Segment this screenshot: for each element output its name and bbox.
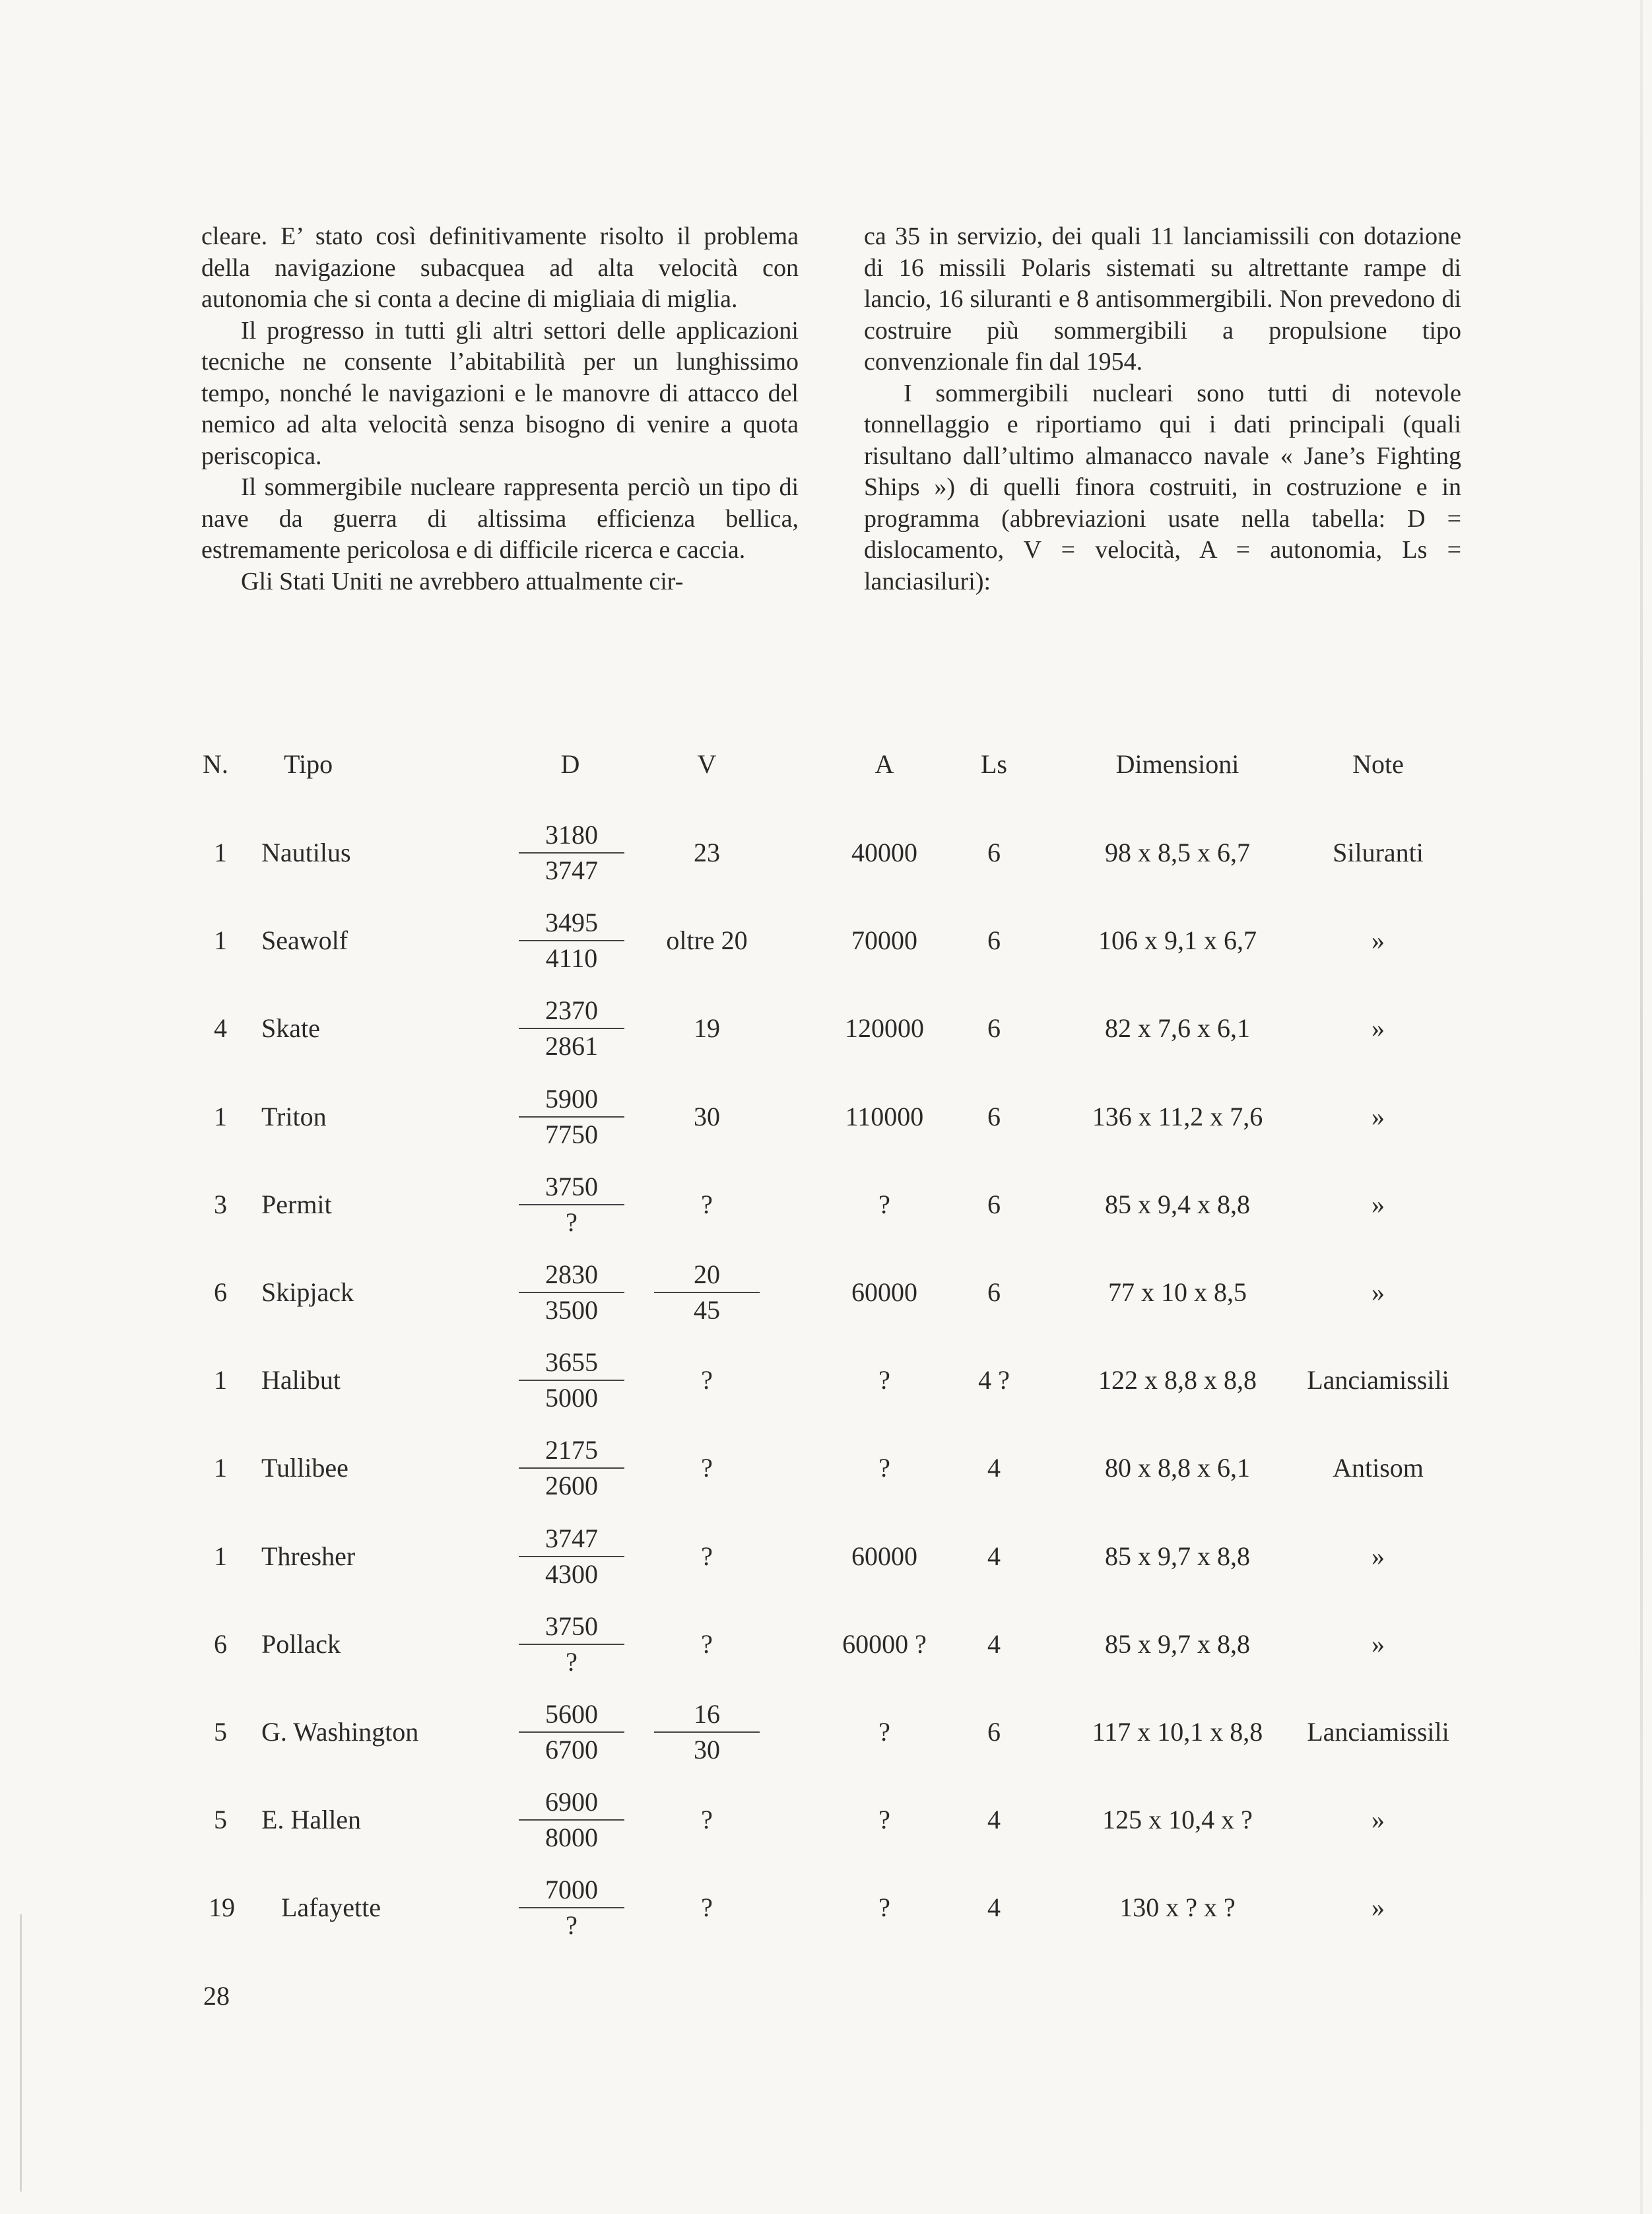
row-autonomy: ?	[878, 1893, 890, 1923]
row-count: 3	[214, 1189, 227, 1219]
row-displacement-numerator: 7000	[545, 1875, 598, 1905]
row-speed: ?	[701, 1365, 713, 1395]
row-note: »	[1371, 1189, 1385, 1219]
left-column-paragraph: Gli Stati Uniti ne avrebbero attualmente cir-	[241, 567, 684, 595]
row-displacement-numerator: 3747	[545, 1523, 598, 1553]
right-text-column	[864, 221, 1461, 597]
row-autonomy: ?	[878, 1453, 890, 1483]
row-tipo: Lafayette	[281, 1893, 381, 1923]
row-speed-denominator: 45	[694, 1295, 720, 1325]
row-displacement	[519, 995, 624, 1062]
right-column-paragraph: I sommergibili nucleari sono tutti di notevole tonnellaggio e riportiamo qui i dati principali (quali risultano dall’ultimo almanacco navale « Jane’s Fighting Ships ») di quelli finora costruiti, in costruzione e in programma (abbreviazioni usate nella tabella: D = dislocamento, V = velocità, A = autonomia, Ls = lanciasiluri):	[864, 379, 1461, 595]
right-column-paragraph: ca 35 in servizio, dei quali 11 lanciamissili con dotazione di 16 missili Polaris sistemati su altrettante rampe di lancio, 16 siluranti e 8 antisommergibili. Non prevedono di costruire più sommergibili a propulsione tipo convenzionale fin dal 1954.	[864, 222, 1461, 376]
row-note: »	[1371, 1628, 1385, 1659]
row-note: »	[1371, 1101, 1385, 1131]
row-speed: 19	[694, 1013, 720, 1044]
row-speed: oltre 20	[666, 925, 748, 956]
header-ls: Ls	[981, 749, 1007, 779]
row-speed-denominator: 30	[694, 1735, 720, 1764]
header-note: Note	[1352, 749, 1404, 779]
row-tipo: Tullibee	[261, 1453, 348, 1483]
row-torpedo-tubes: 4	[987, 1453, 1001, 1483]
header-a: A	[875, 749, 894, 779]
row-dimensions: 98 x 8,5 x 6,7	[1105, 838, 1250, 867]
row-speed: ?	[701, 1893, 713, 1923]
row-dimensions: 106 x 9,1 x 6,7	[1098, 925, 1257, 956]
row-tipo: Permit	[261, 1189, 332, 1219]
header-tipo: Tipo	[284, 749, 333, 779]
row-autonomy: ?	[878, 1189, 890, 1219]
row-note: »	[1371, 1541, 1385, 1571]
row-displacement-denominator: 3500	[545, 1295, 598, 1325]
row-tipo: Triton	[261, 1101, 327, 1131]
row-autonomy: 60000	[851, 1541, 917, 1571]
row-autonomy: 60000 ?	[842, 1628, 927, 1659]
header-d: D	[560, 749, 580, 779]
row-torpedo-tubes: 4	[987, 1541, 1001, 1571]
row-dimensions: 130 x ? x ?	[1119, 1893, 1236, 1923]
row-displacement	[519, 819, 624, 887]
row-displacement	[519, 1698, 624, 1766]
row-note: »	[1371, 1893, 1385, 1923]
row-displacement-numerator: 5900	[545, 1083, 598, 1114]
row-autonomy: 70000	[851, 925, 917, 956]
row-note: »	[1371, 1277, 1385, 1307]
row-torpedo-tubes: 4 ?	[978, 1365, 1010, 1395]
row-displacement-denominator: 8000	[545, 1823, 598, 1853]
row-displacement-numerator: 2175	[545, 1435, 598, 1465]
row-displacement-denominator: 3747	[545, 855, 598, 885]
row-dimensions: 136 x 11,2 x 7,6	[1092, 1101, 1263, 1131]
row-speed	[654, 1259, 760, 1326]
scan-edge-left	[20, 1914, 22, 2192]
row-displacement-numerator: 2830	[545, 1259, 598, 1289]
row-displacement-numerator: 6900	[545, 1787, 598, 1817]
row-speed: ?	[701, 1189, 713, 1219]
page-number: 28	[203, 1981, 230, 2011]
row-torpedo-tubes: 4	[987, 1893, 1001, 1923]
row-count: 1	[214, 925, 227, 956]
row-displacement-numerator: 3750	[545, 1171, 598, 1201]
header-v: V	[697, 749, 717, 779]
row-count: 5	[214, 1717, 227, 1747]
row-count: 19	[209, 1893, 235, 1923]
row-count: 1	[214, 1365, 227, 1395]
row-note: Antisom	[1333, 1453, 1424, 1483]
row-speed: ?	[701, 1628, 713, 1659]
row-count: 6	[214, 1628, 227, 1659]
row-speed: ?	[701, 1805, 713, 1835]
row-dimensions: 80 x 8,8 x 6,1	[1105, 1453, 1250, 1483]
row-tipo: Seawolf	[261, 925, 348, 956]
row-displacement-numerator: 3655	[545, 1347, 598, 1378]
row-displacement-denominator: 2861	[545, 1031, 598, 1061]
row-dimensions: 85 x 9,7 x 8,8	[1105, 1541, 1250, 1571]
row-count: 1	[214, 838, 227, 867]
row-displacement	[519, 1259, 624, 1326]
row-dimensions: 117 x 10,1 x 8,8	[1092, 1717, 1263, 1747]
left-column-paragraph: Il sommergibile nucleare rappresenta perciò un tipo di nave da guerra di altissima efficienza bellica, estremamente pericolosa e di difficile ricerca e caccia.	[201, 473, 799, 564]
row-count: 4	[214, 1013, 227, 1044]
row-count: 6	[214, 1277, 227, 1307]
row-displacement	[519, 1347, 624, 1414]
header-dimensioni: Dimensioni	[1115, 749, 1239, 779]
row-tipo: G. Washington	[261, 1717, 419, 1747]
row-displacement-denominator: 6700	[545, 1735, 598, 1764]
row-note: »	[1371, 1013, 1385, 1044]
row-tipo: Pollack	[261, 1628, 341, 1659]
row-autonomy: 110000	[845, 1101, 924, 1131]
row-speed: ?	[701, 1453, 713, 1483]
row-torpedo-tubes: 6	[987, 1189, 1001, 1219]
row-displacement-denominator: 2600	[545, 1471, 598, 1501]
row-speed-numerator: 16	[694, 1699, 720, 1729]
row-dimensions: 125 x 10,4 x ?	[1102, 1805, 1253, 1835]
row-displacement	[519, 1434, 624, 1502]
row-tipo: Skate	[261, 1013, 320, 1044]
row-displacement-denominator: 5000	[545, 1383, 598, 1413]
row-speed: 30	[694, 1101, 720, 1131]
row-count: 1	[214, 1541, 227, 1571]
row-tipo: Skipjack	[261, 1277, 354, 1307]
row-displacement-numerator: 3180	[545, 820, 598, 850]
row-displacement	[519, 1171, 624, 1238]
row-dimensions: 85 x 9,4 x 8,8	[1105, 1189, 1250, 1219]
row-displacement-denominator: ?	[566, 1646, 578, 1677]
row-count: 1	[214, 1101, 227, 1131]
row-speed: ?	[701, 1541, 713, 1571]
row-tipo: E. Hallen	[261, 1805, 362, 1835]
row-displacement-numerator: 3750	[545, 1611, 598, 1641]
row-torpedo-tubes: 4	[987, 1805, 1001, 1835]
row-note: Lanciamissili	[1307, 1365, 1449, 1395]
row-autonomy: 60000	[851, 1277, 917, 1307]
row-speed-numerator: 20	[694, 1259, 720, 1289]
row-dimensions: 85 x 9,7 x 8,8	[1105, 1628, 1250, 1659]
row-displacement-numerator: 3495	[545, 908, 598, 938]
row-dimensions: 77 x 10 x 8,5	[1108, 1277, 1247, 1307]
row-dimensions: 122 x 8,8 x 8,8	[1098, 1365, 1257, 1395]
row-torpedo-tubes: 6	[987, 1101, 1001, 1131]
row-torpedo-tubes: 6	[987, 1277, 1001, 1307]
row-note: Lanciamissili	[1307, 1717, 1449, 1747]
row-displacement	[519, 1874, 624, 1941]
row-displacement-numerator: 5600	[545, 1699, 598, 1729]
row-note: Siluranti	[1333, 838, 1424, 867]
row-tipo: Nautilus	[261, 838, 351, 867]
row-torpedo-tubes: 4	[987, 1628, 1001, 1659]
row-displacement	[519, 1523, 624, 1590]
row-displacement	[519, 1611, 624, 1678]
row-tipo: Halibut	[261, 1365, 341, 1395]
row-speed: 23	[694, 838, 720, 867]
row-displacement	[519, 1786, 624, 1854]
row-note: »	[1371, 925, 1385, 956]
scan-edge-right	[1640, 0, 1643, 2214]
left-column-paragraph: cleare. E’ stato così definitivamente risolto il problema della navigazione subacquea ad alta velocità con autonomia che si conta a decine di migliaia di miglia.	[201, 222, 799, 313]
row-autonomy: ?	[878, 1717, 890, 1747]
row-displacement-denominator: 4110	[545, 943, 598, 974]
row-torpedo-tubes: 6	[987, 925, 1001, 956]
row-torpedo-tubes: 6	[987, 838, 1001, 867]
header-n: N.	[203, 749, 228, 779]
left-text-column	[201, 221, 799, 597]
row-speed	[654, 1698, 760, 1766]
left-column-paragraph: Il progresso in tutti gli altri settori delle applicazioni tecniche ne consente l’abitabilità per un lunghissimo tempo, nonché le navigazioni e le manovre di attacco del nemico ad alta velocità senza bisogno di venire a quota periscopica.	[201, 316, 799, 470]
row-count: 5	[214, 1805, 227, 1835]
row-count: 1	[214, 1453, 227, 1483]
row-torpedo-tubes: 6	[987, 1013, 1001, 1044]
row-displacement-denominator: ?	[566, 1910, 578, 1941]
row-displacement	[519, 1083, 624, 1151]
row-note: »	[1371, 1805, 1385, 1835]
row-autonomy: ?	[878, 1805, 890, 1835]
row-displacement	[519, 907, 624, 974]
row-displacement-denominator: ?	[566, 1207, 578, 1237]
row-displacement-denominator: 4300	[545, 1559, 598, 1589]
row-displacement-denominator: 7750	[545, 1119, 598, 1149]
row-dimensions: 82 x 7,6 x 6,1	[1105, 1013, 1250, 1044]
row-torpedo-tubes: 6	[987, 1717, 1001, 1747]
row-autonomy: 120000	[845, 1013, 924, 1044]
row-tipo: Thresher	[261, 1541, 356, 1571]
row-autonomy: ?	[878, 1365, 890, 1395]
row-autonomy: 40000	[851, 838, 917, 867]
row-displacement-numerator: 2370	[545, 995, 598, 1026]
